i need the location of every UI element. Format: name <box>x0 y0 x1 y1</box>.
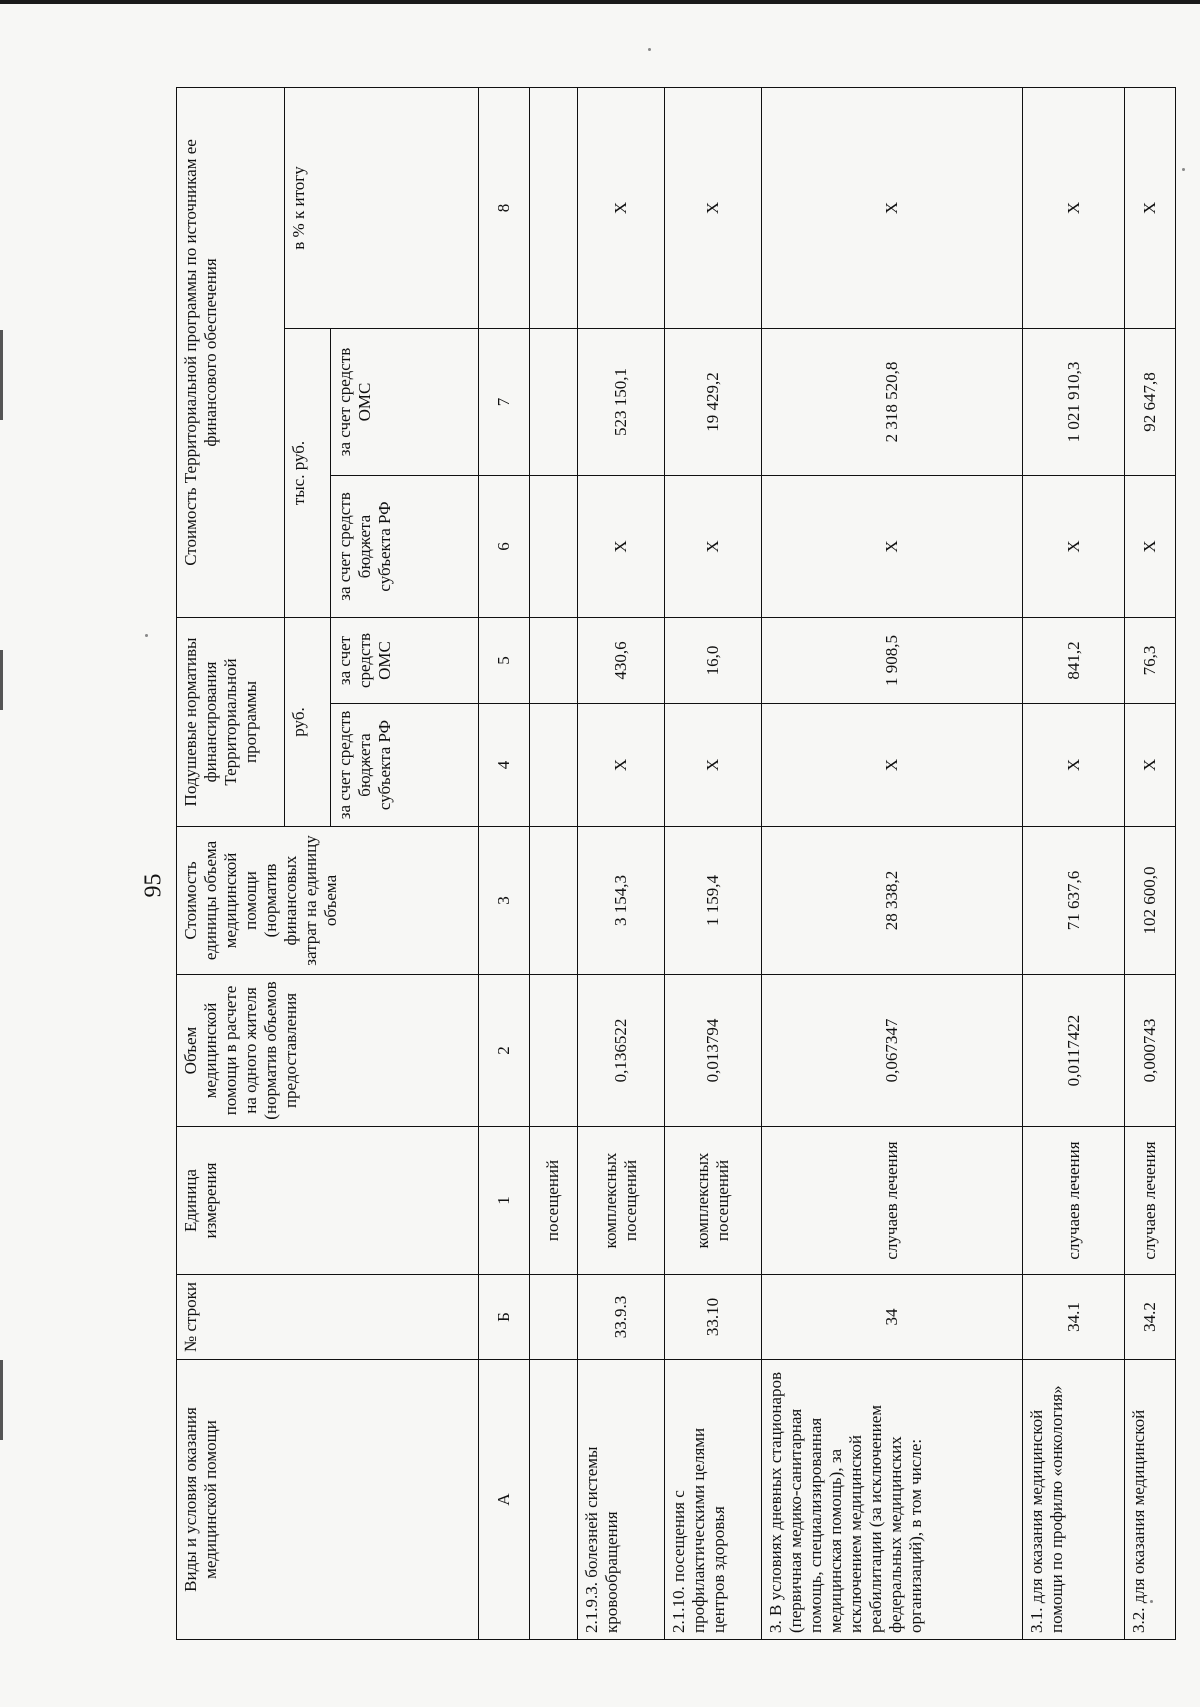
header-col-b: № строки <box>177 1275 479 1360</box>
row-volume: 0,000743 <box>1125 975 1176 1127</box>
row-volume: 0,0117422 <box>1023 975 1125 1127</box>
table-row <box>761 87 1022 1639</box>
header-group-program-cost: Стоимость Территориальной программы по источникам ее финансового обеспечения <box>177 87 285 617</box>
row-cost: 3 154,3 <box>577 827 664 975</box>
row-percent: X <box>665 87 762 328</box>
rotated-table-container <box>176 88 1176 1640</box>
row-total-oms: 19 429,2 <box>665 328 762 475</box>
row-percent: X <box>577 87 664 328</box>
row-total-budget <box>529 475 577 617</box>
row-per-capita-oms: 1 908,5 <box>761 617 1022 703</box>
header-col-2: Объем медицинской помощи в расчете на одного жителя (норматив объемов предоставления <box>177 975 479 1127</box>
row-total-budget: X <box>1125 475 1176 617</box>
scan-speck <box>1182 168 1185 171</box>
row-line-number <box>529 1275 577 1360</box>
header-col-3: Стоимость единицы объема медицинской помощи (норматив финансовых затрат на единицу объема <box>177 827 479 975</box>
row-name: 2.1.9.3. болезней системы кровообращения <box>577 1360 664 1640</box>
col-number: Б <box>478 1275 529 1360</box>
row-per-capita-budget: X <box>1125 704 1176 827</box>
header-col-7: за счет средств ОМС <box>330 328 478 475</box>
row-unit: случаев лечения <box>1023 1127 1125 1275</box>
header-col-8: в % к итогу <box>284 87 478 328</box>
row-percent <box>529 87 577 328</box>
row-volume: 0,136522 <box>577 975 664 1127</box>
header-col-4: за счет средств бюджета субъекта РФ <box>330 704 478 827</box>
row-per-capita-budget <box>529 704 577 827</box>
row-percent: X <box>1023 87 1125 328</box>
header-unit-thous-rub: тыс. руб. <box>284 328 330 617</box>
row-per-capita-budget: X <box>1023 704 1125 827</box>
row-total-oms: 523 150,1 <box>577 328 664 475</box>
row-total-oms: 92 647,8 <box>1125 328 1176 475</box>
table-row <box>529 87 577 1639</box>
row-unit: комплексных посещений <box>665 1127 762 1275</box>
header-col-1: Единица измерения <box>177 1127 479 1275</box>
header-col-a: Виды и условия оказания медицинской помощи <box>177 1360 479 1640</box>
row-per-capita-oms: 430,6 <box>577 617 664 703</box>
row-total-budget: X <box>761 475 1022 617</box>
scan-speck <box>648 48 651 51</box>
row-volume <box>529 975 577 1127</box>
column-numbers-row <box>478 87 529 1639</box>
table-row <box>577 87 664 1639</box>
row-per-capita-budget: X <box>761 704 1022 827</box>
financing-table <box>176 87 1176 1640</box>
row-name: 3.1. для оказания медицинской помощи по профилю «онкология» <box>1023 1360 1125 1640</box>
row-name <box>529 1360 577 1640</box>
table-row <box>1023 87 1125 1639</box>
row-unit: комплексных посещений <box>577 1127 664 1275</box>
table-row <box>1125 87 1176 1639</box>
row-total-budget: X <box>1023 475 1125 617</box>
row-per-capita-budget: X <box>577 704 664 827</box>
row-per-capita-budget: X <box>665 704 762 827</box>
row-cost: 71 637,6 <box>1023 827 1125 975</box>
left-edge-mark <box>0 330 3 420</box>
row-cost: 1 159,4 <box>665 827 762 975</box>
col-number: 4 <box>478 704 529 827</box>
col-number: 1 <box>478 1127 529 1275</box>
row-total-oms: 2 318 520,8 <box>761 328 1022 475</box>
left-edge-mark <box>0 1360 3 1440</box>
col-number: 6 <box>478 475 529 617</box>
page-number: 95 <box>140 873 167 898</box>
row-line-number: 34 <box>761 1275 1022 1360</box>
row-total-oms: 1 021 910,3 <box>1023 328 1125 475</box>
row-volume: 0,067347 <box>761 975 1022 1127</box>
row-name: 3.2. для оказания медицинской <box>1125 1360 1176 1640</box>
col-number: 7 <box>478 328 529 475</box>
row-name: 2.1.10. посещения с профилактическими целями центров здоровья <box>665 1360 762 1640</box>
row-cost: 28 338,2 <box>761 827 1022 975</box>
row-line-number: 34.1 <box>1023 1275 1125 1360</box>
row-unit: случаев лечения <box>761 1127 1022 1275</box>
left-edge-mark <box>0 650 3 710</box>
row-per-capita-oms: 16,0 <box>665 617 762 703</box>
row-total-budget: X <box>665 475 762 617</box>
scan-speck <box>145 634 148 637</box>
header-unit-rub: руб. <box>284 617 330 826</box>
row-unit: случаев лечения <box>1125 1127 1176 1275</box>
row-name: 3. В условиях дневных стационаров (первичная медико-санитарная помощь, специализированная медицинская помощь), за исключением медицинской реабилитации (за исключением федеральных медицинских организаций), в том числе: <box>761 1360 1022 1640</box>
table-row <box>665 87 762 1639</box>
header-row-1 <box>177 87 285 1639</box>
col-number: 3 <box>478 827 529 975</box>
col-number: 2 <box>478 975 529 1127</box>
row-total-budget: X <box>577 475 664 617</box>
row-cost: 102 600,0 <box>1125 827 1176 975</box>
row-per-capita-oms: 76,3 <box>1125 617 1176 703</box>
row-line-number: 33.9.3 <box>577 1275 664 1360</box>
row-line-number: 34.2 <box>1125 1275 1176 1360</box>
col-number: 5 <box>478 617 529 703</box>
col-number: 8 <box>478 87 529 328</box>
col-number: А <box>478 1360 529 1640</box>
row-per-capita-oms: 841,2 <box>1023 617 1125 703</box>
row-percent: X <box>761 87 1022 328</box>
row-cost <box>529 827 577 975</box>
top-border-line <box>0 0 1200 4</box>
header-col-5: за счет средств ОМС <box>330 617 478 703</box>
row-volume: 0,013794 <box>665 975 762 1127</box>
row-per-capita-oms <box>529 617 577 703</box>
row-total-oms <box>529 328 577 475</box>
row-line-number: 33.10 <box>665 1275 762 1360</box>
row-unit: посещений <box>529 1127 577 1275</box>
row-percent: X <box>1125 87 1176 328</box>
header-col-6: за счет средств бюджета субъекта РФ <box>330 475 478 617</box>
header-group-per-capita: Подушевые нормативы финансирования Территориальной программы <box>177 617 285 826</box>
